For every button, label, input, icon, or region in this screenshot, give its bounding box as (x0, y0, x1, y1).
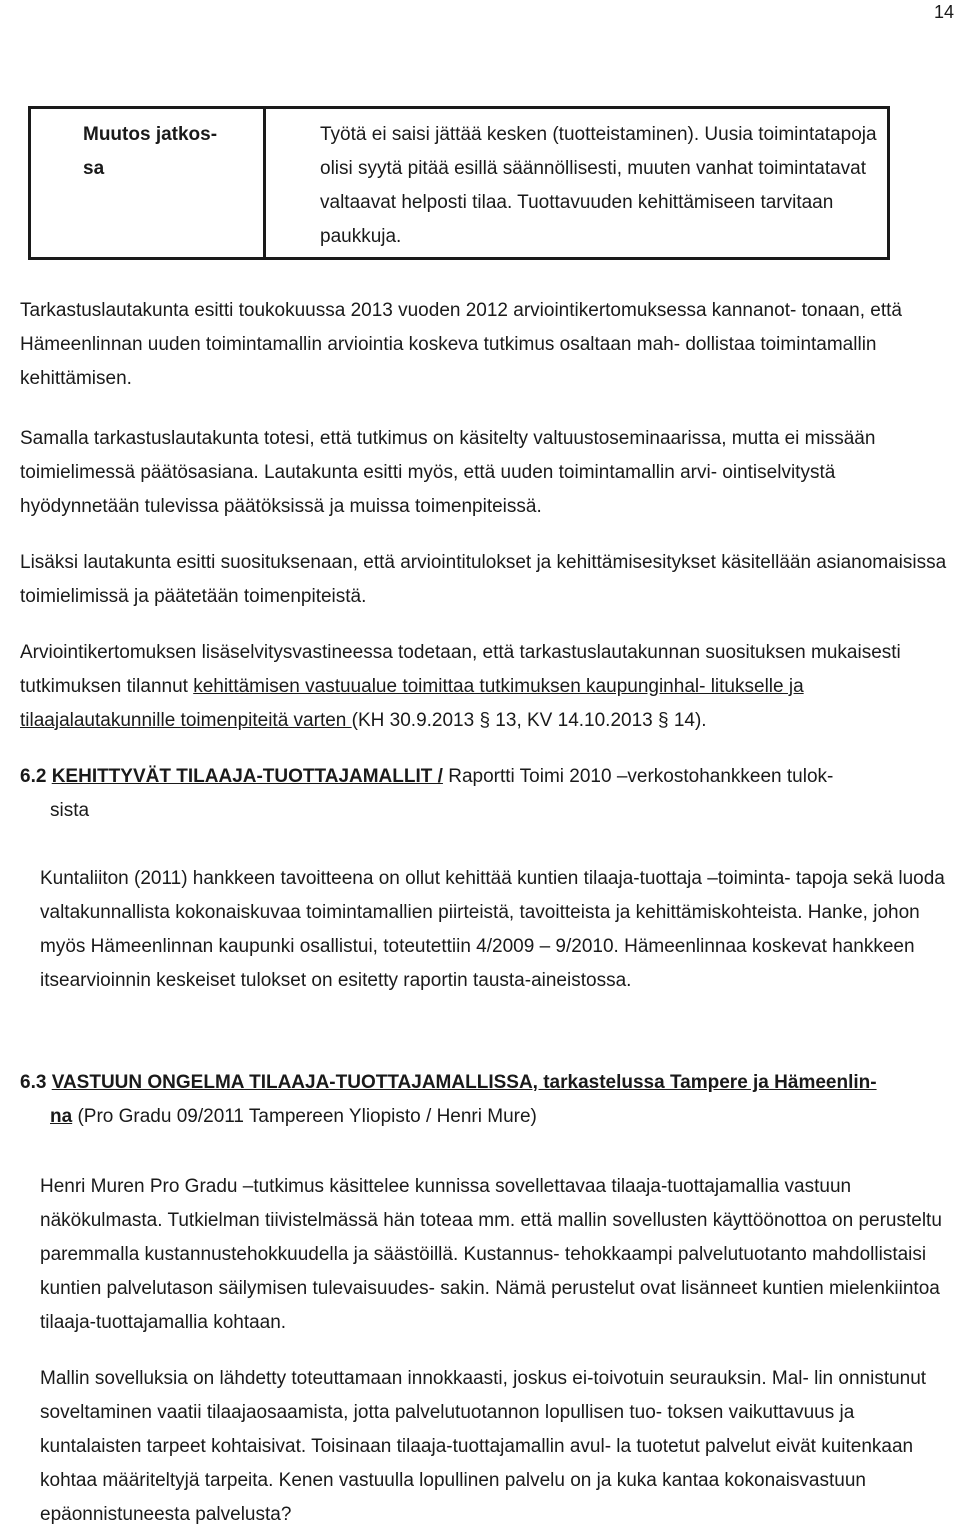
paragraph-1: Tarkastuslautakunta esitti toukokuussa 2013 vuoden 2012 arviointikertomuksessa kannanot- tonaan, että Hämeenlinnan uuden toimintamallin arviointia koskeva tutkimus osaltaan mah- dollistaa toimintamallin kehittämisen. (20, 300, 902, 389)
section-6-3-number: 6.3 (20, 1072, 47, 1093)
section-6-3-body-1: Henri Muren Pro Gradu –tutkimus käsittelee kunnissa sovellettavaa tilaaja-tuottajamallia vastuun näkökulmasta. Tutkielman tiivistelmässä hän toteaa mm. että mallin sovellusten käyttöönottoa on perusteltu paremmalla kustannustehokkuudella ja säästöillä. Kustannus- tehokkaampi palvelutuotanto mahdollistaisi kuntien palvelutason säilymisen tulevaisuudes- sakin. Nämä perustelut ovat lisänneet kuntien mielenkiintoa tilaaja-tuottajamallia kohtaan. (40, 1176, 942, 1333)
table-divider (263, 106, 266, 260)
paragraph-3: Lisäksi lautakunta esitti suosituksenaan, että arviointitulokset ja kehittämisesitykset käsitellään asianomaisissa toimielimissä ja päätetään toimenpiteistä. (20, 552, 947, 607)
table-label-line1: Muutos jatkos- (83, 124, 218, 145)
section-6-2-body: Kuntaliiton (2011) hankkeen tavoitteena on ollut kehittää kuntien tilaaja-tuottaja –toiminta- tapoja sekä luoda valtakunnallista kokonaiskuvaa toimintamallien piirteistä, tavoitteista ja kehittämiskohteista. Hanke, johon myös Hämeenlinnan kaupunki osallistui, toteutettiin 4/2009 – 9/2010. Hämeenlinnaa koskevat hankkeen itsearvioinnin keskeiset tulokset on esitetty raportin tausta-aineistossa. (40, 868, 945, 991)
section-6-2-continuation: sista (50, 800, 90, 821)
section-6-3-continuation-rest: (Pro Gradu 09/2011 Tampereen Yliopisto / Henri Mure) (72, 1106, 537, 1127)
paragraph-4-text-b: (KH 30.9.2013 § 13, KV 14.10.2013 § 14). (351, 710, 707, 731)
section-6-3-title: VASTUUN ONGELMA TILAAJA-TUOTTAJAMALLISSA, tarkastelussa Tampere ja Hämeenlin- (51, 1072, 877, 1093)
table-text: Työtä ei saisi jättää kesken (tuotteistaminen). Uusia toimintatapoja olisi syytä pitää esillä säännöllisesti, muuten vanhat toimintatavat valtaavat helposti tilaa. Tuottavuuden kehittämiseen tarvitaan paukkuja. (320, 124, 877, 247)
section-6-3-body-2: Mallin sovelluksia on lähdetty toteuttamaan innokkaasti, joskus ei-toivotuin seurauksin. Mal- lin onnistunut soveltaminen vaatii tilaajaosaamista, jotta palvelutuotannon lopullisen tuo- toksen vaikuttavuus ja kuntalaisten tarpeet kohtaisivat. Toisinaan tilaaja-tuottajamallin avul- la tuotetut palvelut eivät kuitenkaan kohtaa määriteltyjä tarpeita. Kenen vastuulla lopullinen palvelu on ja kuka kantaa kokonaisvastuun epäonnistuneesta palvelusta? (40, 1368, 927, 1525)
paragraph-4 (20, 636, 955, 738)
page-number: 14 (933, 2, 954, 22)
paragraph-4-text-a: Arviointikertomuksen lisäselvitysvastineessa todetaan, että tarkastuslautakunnan suosituksen mukaisesti tutkimuksen tilannut (20, 642, 901, 697)
section-6-2-title: KEHITTYVÄT TILAAJA-TUOTTAJAMALLIT / (51, 766, 443, 787)
table-label-line2: sa (83, 158, 105, 179)
section-6-2-rest: Raportti Toimi 2010 –verkostohankkeen tulok- (442, 766, 834, 787)
table-label (83, 118, 253, 186)
paragraph-2: Samalla tarkastuslautakunta totesi, että tutkimus on käsitelty valtuustoseminaarissa, mutta ei missään toimielimessä päätösasiana. Lautakunta esitti myös, että uuden toimintamallin arvi- ointiselvitystä hyödynnetään tulevissa päätöksissä ja muissa toimenpiteissä. (20, 428, 876, 517)
section-6-2-number: 6.2 (20, 766, 47, 787)
section-6-3-heading (20, 1066, 955, 1134)
section-6-2-heading (20, 760, 955, 828)
paragraph-4-underlined: kehittämisen vastuualue toimittaa tutkimuksen kaupunginhal- litukselle ja tilaajalautakunnille toimenpiteitä varten (20, 676, 804, 731)
section-6-3-continuation-bold: na (50, 1106, 73, 1127)
